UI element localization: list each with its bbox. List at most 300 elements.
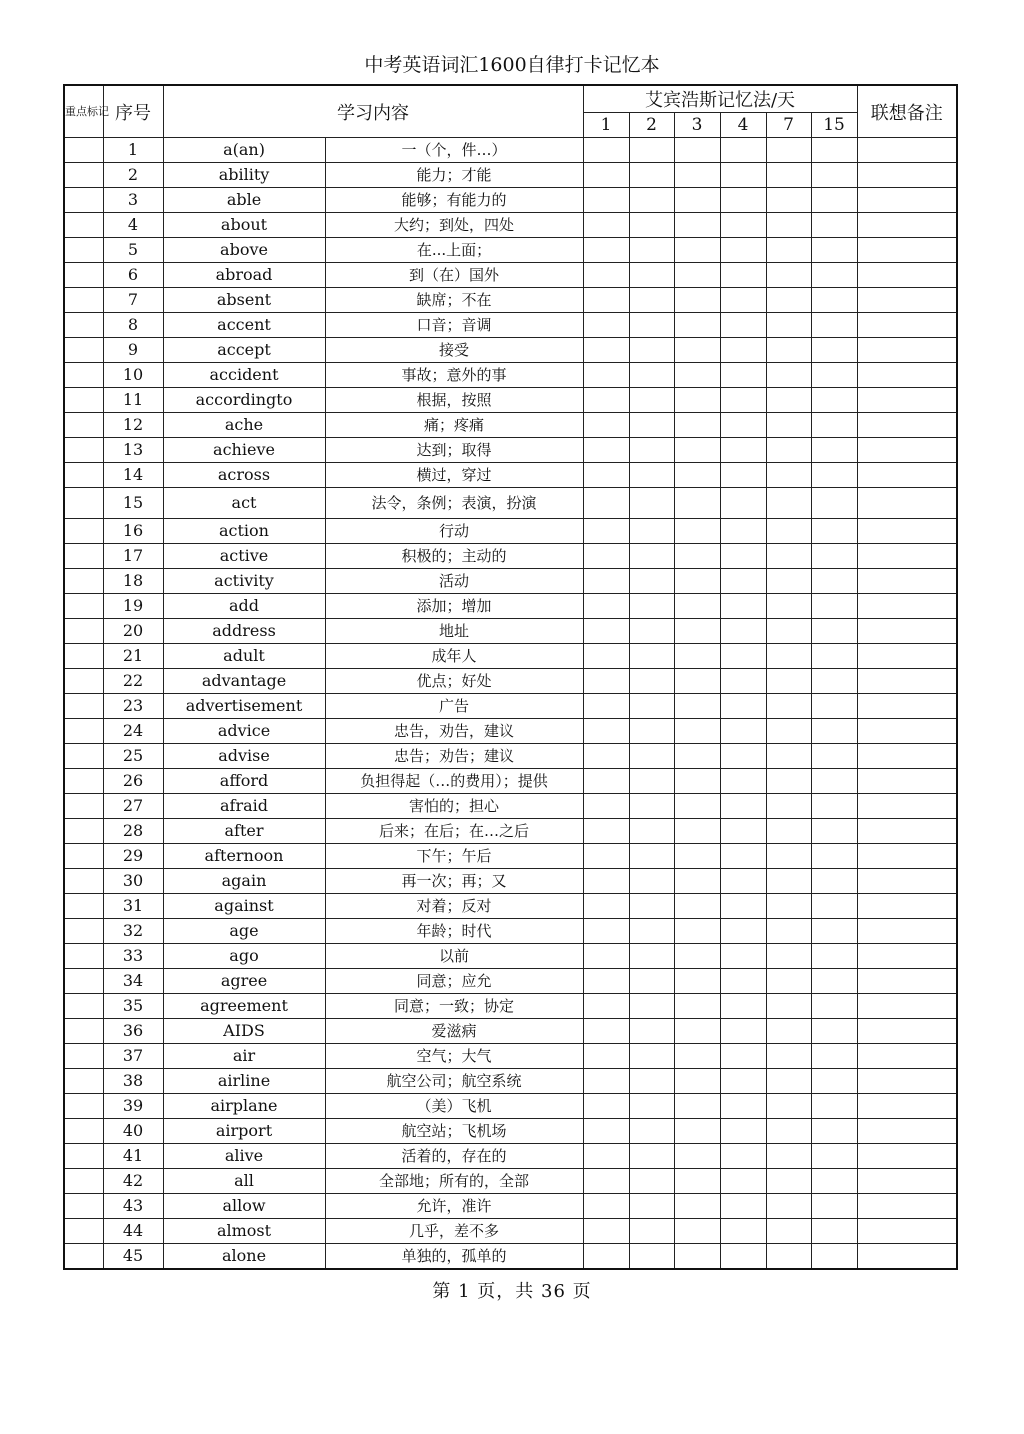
checkin-cell[interactable] — [629, 213, 674, 238]
checkin-cell[interactable] — [629, 363, 674, 388]
checkin-cell[interactable] — [674, 669, 720, 694]
checkin-cell[interactable] — [583, 794, 629, 819]
notes-cell[interactable] — [857, 438, 957, 463]
notes-cell[interactable] — [857, 188, 957, 213]
checkin-cell[interactable] — [720, 1044, 766, 1069]
checkin-cell[interactable] — [674, 338, 720, 363]
checkin-cell[interactable] — [583, 263, 629, 288]
mark-cell[interactable] — [64, 188, 103, 213]
checkin-cell[interactable] — [674, 213, 720, 238]
checkin-cell[interactable] — [811, 919, 857, 944]
checkin-cell[interactable] — [629, 944, 674, 969]
checkin-cell[interactable] — [629, 844, 674, 869]
checkin-cell[interactable] — [720, 594, 766, 619]
checkin-cell[interactable] — [720, 138, 766, 163]
checkin-cell[interactable] — [766, 138, 811, 163]
checkin-cell[interactable] — [674, 944, 720, 969]
checkin-cell[interactable] — [629, 1169, 674, 1194]
notes-cell[interactable] — [857, 163, 957, 188]
mark-cell[interactable] — [64, 438, 103, 463]
mark-cell[interactable] — [64, 1094, 103, 1119]
notes-cell[interactable] — [857, 769, 957, 794]
checkin-cell[interactable] — [629, 694, 674, 719]
notes-cell[interactable] — [857, 263, 957, 288]
checkin-cell[interactable] — [629, 819, 674, 844]
checkin-cell[interactable] — [811, 288, 857, 313]
checkin-cell[interactable] — [583, 1019, 629, 1044]
checkin-cell[interactable] — [583, 1094, 629, 1119]
checkin-cell[interactable] — [583, 894, 629, 919]
checkin-cell[interactable] — [720, 1144, 766, 1169]
checkin-cell[interactable] — [583, 544, 629, 569]
notes-cell[interactable] — [857, 488, 957, 519]
checkin-cell[interactable] — [811, 1094, 857, 1119]
checkin-cell[interactable] — [629, 1044, 674, 1069]
checkin-cell[interactable] — [629, 719, 674, 744]
notes-cell[interactable] — [857, 819, 957, 844]
notes-cell[interactable] — [857, 338, 957, 363]
checkin-cell[interactable] — [811, 388, 857, 413]
checkin-cell[interactable] — [720, 669, 766, 694]
checkin-cell[interactable] — [629, 869, 674, 894]
checkin-cell[interactable] — [629, 313, 674, 338]
checkin-cell[interactable] — [720, 719, 766, 744]
checkin-cell[interactable] — [766, 1144, 811, 1169]
checkin-cell[interactable] — [766, 338, 811, 363]
checkin-cell[interactable] — [811, 644, 857, 669]
notes-cell[interactable] — [857, 994, 957, 1019]
notes-cell[interactable] — [857, 388, 957, 413]
checkin-cell[interactable] — [766, 263, 811, 288]
checkin-cell[interactable] — [674, 619, 720, 644]
checkin-cell[interactable] — [674, 519, 720, 544]
checkin-cell[interactable] — [720, 794, 766, 819]
checkin-cell[interactable] — [766, 313, 811, 338]
checkin-cell[interactable] — [720, 263, 766, 288]
checkin-cell[interactable] — [583, 138, 629, 163]
checkin-cell[interactable] — [629, 519, 674, 544]
checkin-cell[interactable] — [766, 919, 811, 944]
checkin-cell[interactable] — [583, 969, 629, 994]
mark-cell[interactable] — [64, 138, 103, 163]
checkin-cell[interactable] — [811, 894, 857, 919]
mark-cell[interactable] — [64, 719, 103, 744]
notes-cell[interactable] — [857, 894, 957, 919]
notes-cell[interactable] — [857, 463, 957, 488]
checkin-cell[interactable] — [583, 313, 629, 338]
checkin-cell[interactable] — [811, 413, 857, 438]
checkin-cell[interactable] — [720, 288, 766, 313]
checkin-cell[interactable] — [674, 569, 720, 594]
mark-cell[interactable] — [64, 669, 103, 694]
notes-cell[interactable] — [857, 944, 957, 969]
checkin-cell[interactable] — [811, 363, 857, 388]
checkin-cell[interactable] — [583, 769, 629, 794]
checkin-cell[interactable] — [766, 569, 811, 594]
checkin-cell[interactable] — [766, 388, 811, 413]
checkin-cell[interactable] — [720, 338, 766, 363]
checkin-cell[interactable] — [811, 794, 857, 819]
checkin-cell[interactable] — [766, 994, 811, 1019]
notes-cell[interactable] — [857, 569, 957, 594]
checkin-cell[interactable] — [811, 1044, 857, 1069]
checkin-cell[interactable] — [583, 1044, 629, 1069]
notes-cell[interactable] — [857, 669, 957, 694]
checkin-cell[interactable] — [583, 338, 629, 363]
mark-cell[interactable] — [64, 1244, 103, 1270]
mark-cell[interactable] — [64, 363, 103, 388]
checkin-cell[interactable] — [583, 363, 629, 388]
checkin-cell[interactable] — [811, 844, 857, 869]
notes-cell[interactable] — [857, 1044, 957, 1069]
notes-cell[interactable] — [857, 969, 957, 994]
checkin-cell[interactable] — [629, 1069, 674, 1094]
notes-cell[interactable] — [857, 719, 957, 744]
notes-cell[interactable] — [857, 794, 957, 819]
checkin-cell[interactable] — [674, 644, 720, 669]
checkin-cell[interactable] — [720, 769, 766, 794]
mark-cell[interactable] — [64, 819, 103, 844]
checkin-cell[interactable] — [766, 744, 811, 769]
checkin-cell[interactable] — [811, 669, 857, 694]
notes-cell[interactable] — [857, 363, 957, 388]
checkin-cell[interactable] — [674, 1019, 720, 1044]
notes-cell[interactable] — [857, 1094, 957, 1119]
checkin-cell[interactable] — [766, 488, 811, 519]
checkin-cell[interactable] — [583, 1119, 629, 1144]
checkin-cell[interactable] — [811, 463, 857, 488]
mark-cell[interactable] — [64, 313, 103, 338]
checkin-cell[interactable] — [720, 1119, 766, 1144]
checkin-cell[interactable] — [811, 1244, 857, 1270]
notes-cell[interactable] — [857, 1219, 957, 1244]
checkin-cell[interactable] — [766, 363, 811, 388]
checkin-cell[interactable] — [583, 213, 629, 238]
checkin-cell[interactable] — [811, 338, 857, 363]
checkin-cell[interactable] — [674, 313, 720, 338]
checkin-cell[interactable] — [766, 769, 811, 794]
mark-cell[interactable] — [64, 769, 103, 794]
mark-cell[interactable] — [64, 1169, 103, 1194]
checkin-cell[interactable] — [629, 463, 674, 488]
checkin-cell[interactable] — [674, 969, 720, 994]
checkin-cell[interactable] — [720, 413, 766, 438]
notes-cell[interactable] — [857, 213, 957, 238]
checkin-cell[interactable] — [811, 744, 857, 769]
checkin-cell[interactable] — [674, 238, 720, 263]
checkin-cell[interactable] — [811, 213, 857, 238]
checkin-cell[interactable] — [583, 644, 629, 669]
checkin-cell[interactable] — [583, 1194, 629, 1219]
checkin-cell[interactable] — [766, 844, 811, 869]
checkin-cell[interactable] — [583, 1169, 629, 1194]
checkin-cell[interactable] — [583, 719, 629, 744]
checkin-cell[interactable] — [766, 288, 811, 313]
checkin-cell[interactable] — [811, 569, 857, 594]
mark-cell[interactable] — [64, 894, 103, 919]
checkin-cell[interactable] — [674, 463, 720, 488]
checkin-cell[interactable] — [766, 463, 811, 488]
checkin-cell[interactable] — [720, 544, 766, 569]
checkin-cell[interactable] — [720, 969, 766, 994]
notes-cell[interactable] — [857, 1069, 957, 1094]
checkin-cell[interactable] — [720, 694, 766, 719]
checkin-cell[interactable] — [583, 288, 629, 313]
checkin-cell[interactable] — [766, 438, 811, 463]
checkin-cell[interactable] — [766, 894, 811, 919]
checkin-cell[interactable] — [674, 544, 720, 569]
checkin-cell[interactable] — [583, 744, 629, 769]
checkin-cell[interactable] — [629, 769, 674, 794]
notes-cell[interactable] — [857, 1169, 957, 1194]
checkin-cell[interactable] — [674, 844, 720, 869]
mark-cell[interactable] — [64, 644, 103, 669]
checkin-cell[interactable] — [811, 1144, 857, 1169]
checkin-cell[interactable] — [720, 844, 766, 869]
checkin-cell[interactable] — [720, 313, 766, 338]
checkin-cell[interactable] — [583, 844, 629, 869]
mark-cell[interactable] — [64, 1194, 103, 1219]
notes-cell[interactable] — [857, 313, 957, 338]
checkin-cell[interactable] — [720, 163, 766, 188]
checkin-cell[interactable] — [629, 1094, 674, 1119]
checkin-cell[interactable] — [674, 1219, 720, 1244]
checkin-cell[interactable] — [583, 463, 629, 488]
notes-cell[interactable] — [857, 413, 957, 438]
checkin-cell[interactable] — [766, 1244, 811, 1270]
checkin-cell[interactable] — [720, 619, 766, 644]
checkin-cell[interactable] — [720, 994, 766, 1019]
checkin-cell[interactable] — [766, 819, 811, 844]
checkin-cell[interactable] — [674, 1094, 720, 1119]
checkin-cell[interactable] — [766, 969, 811, 994]
checkin-cell[interactable] — [811, 1194, 857, 1219]
mark-cell[interactable] — [64, 288, 103, 313]
mark-cell[interactable] — [64, 869, 103, 894]
checkin-cell[interactable] — [629, 644, 674, 669]
checkin-cell[interactable] — [674, 413, 720, 438]
notes-cell[interactable] — [857, 744, 957, 769]
checkin-cell[interactable] — [629, 288, 674, 313]
checkin-cell[interactable] — [766, 519, 811, 544]
mark-cell[interactable] — [64, 544, 103, 569]
mark-cell[interactable] — [64, 238, 103, 263]
checkin-cell[interactable] — [674, 488, 720, 519]
checkin-cell[interactable] — [720, 388, 766, 413]
checkin-cell[interactable] — [766, 238, 811, 263]
mark-cell[interactable] — [64, 338, 103, 363]
checkin-cell[interactable] — [811, 594, 857, 619]
mark-cell[interactable] — [64, 519, 103, 544]
checkin-cell[interactable] — [811, 263, 857, 288]
checkin-cell[interactable] — [629, 1144, 674, 1169]
checkin-cell[interactable] — [766, 163, 811, 188]
checkin-cell[interactable] — [629, 388, 674, 413]
checkin-cell[interactable] — [811, 544, 857, 569]
checkin-cell[interactable] — [766, 1019, 811, 1044]
notes-cell[interactable] — [857, 1244, 957, 1270]
checkin-cell[interactable] — [674, 769, 720, 794]
mark-cell[interactable] — [64, 744, 103, 769]
checkin-cell[interactable] — [720, 188, 766, 213]
checkin-cell[interactable] — [720, 463, 766, 488]
mark-cell[interactable] — [64, 919, 103, 944]
checkin-cell[interactable] — [583, 944, 629, 969]
checkin-cell[interactable] — [766, 544, 811, 569]
checkin-cell[interactable] — [766, 644, 811, 669]
checkin-cell[interactable] — [811, 1119, 857, 1144]
checkin-cell[interactable] — [720, 744, 766, 769]
notes-cell[interactable] — [857, 919, 957, 944]
checkin-cell[interactable] — [629, 994, 674, 1019]
notes-cell[interactable] — [857, 594, 957, 619]
mark-cell[interactable] — [64, 1119, 103, 1144]
checkin-cell[interactable] — [629, 969, 674, 994]
checkin-cell[interactable] — [583, 619, 629, 644]
checkin-cell[interactable] — [674, 1044, 720, 1069]
mark-cell[interactable] — [64, 413, 103, 438]
checkin-cell[interactable] — [583, 188, 629, 213]
checkin-cell[interactable] — [674, 794, 720, 819]
checkin-cell[interactable] — [629, 413, 674, 438]
checkin-cell[interactable] — [583, 1219, 629, 1244]
mark-cell[interactable] — [64, 213, 103, 238]
checkin-cell[interactable] — [720, 488, 766, 519]
notes-cell[interactable] — [857, 1019, 957, 1044]
checkin-cell[interactable] — [583, 569, 629, 594]
checkin-cell[interactable] — [766, 1219, 811, 1244]
checkin-cell[interactable] — [674, 263, 720, 288]
checkin-cell[interactable] — [674, 1144, 720, 1169]
checkin-cell[interactable] — [766, 944, 811, 969]
checkin-cell[interactable] — [811, 1219, 857, 1244]
checkin-cell[interactable] — [720, 1069, 766, 1094]
mark-cell[interactable] — [64, 388, 103, 413]
checkin-cell[interactable] — [766, 188, 811, 213]
checkin-cell[interactable] — [674, 1169, 720, 1194]
checkin-cell[interactable] — [629, 894, 674, 919]
checkin-cell[interactable] — [629, 488, 674, 519]
checkin-cell[interactable] — [583, 1244, 629, 1270]
checkin-cell[interactable] — [674, 188, 720, 213]
checkin-cell[interactable] — [674, 869, 720, 894]
checkin-cell[interactable] — [766, 594, 811, 619]
checkin-cell[interactable] — [629, 438, 674, 463]
checkin-cell[interactable] — [674, 288, 720, 313]
notes-cell[interactable] — [857, 238, 957, 263]
notes-cell[interactable] — [857, 869, 957, 894]
mark-cell[interactable] — [64, 794, 103, 819]
checkin-cell[interactable] — [811, 869, 857, 894]
mark-cell[interactable] — [64, 844, 103, 869]
mark-cell[interactable] — [64, 1019, 103, 1044]
checkin-cell[interactable] — [629, 163, 674, 188]
mark-cell[interactable] — [64, 994, 103, 1019]
checkin-cell[interactable] — [629, 794, 674, 819]
checkin-cell[interactable] — [811, 1169, 857, 1194]
checkin-cell[interactable] — [629, 238, 674, 263]
checkin-cell[interactable] — [811, 819, 857, 844]
checkin-cell[interactable] — [674, 138, 720, 163]
notes-cell[interactable] — [857, 694, 957, 719]
checkin-cell[interactable] — [811, 163, 857, 188]
checkin-cell[interactable] — [629, 569, 674, 594]
checkin-cell[interactable] — [674, 363, 720, 388]
checkin-cell[interactable] — [766, 694, 811, 719]
checkin-cell[interactable] — [629, 1219, 674, 1244]
checkin-cell[interactable] — [720, 519, 766, 544]
checkin-cell[interactable] — [766, 619, 811, 644]
mark-cell[interactable] — [64, 694, 103, 719]
checkin-cell[interactable] — [674, 694, 720, 719]
checkin-cell[interactable] — [583, 163, 629, 188]
mark-cell[interactable] — [64, 619, 103, 644]
checkin-cell[interactable] — [674, 594, 720, 619]
checkin-cell[interactable] — [629, 1019, 674, 1044]
checkin-cell[interactable] — [629, 1194, 674, 1219]
checkin-cell[interactable] — [583, 519, 629, 544]
mark-cell[interactable] — [64, 463, 103, 488]
mark-cell[interactable] — [64, 1069, 103, 1094]
checkin-cell[interactable] — [583, 994, 629, 1019]
checkin-cell[interactable] — [629, 1244, 674, 1270]
checkin-cell[interactable] — [720, 569, 766, 594]
checkin-cell[interactable] — [674, 744, 720, 769]
checkin-cell[interactable] — [811, 969, 857, 994]
checkin-cell[interactable] — [720, 819, 766, 844]
checkin-cell[interactable] — [766, 213, 811, 238]
mark-cell[interactable] — [64, 1044, 103, 1069]
checkin-cell[interactable] — [766, 719, 811, 744]
checkin-cell[interactable] — [629, 594, 674, 619]
checkin-cell[interactable] — [766, 1194, 811, 1219]
mark-cell[interactable] — [64, 969, 103, 994]
notes-cell[interactable] — [857, 519, 957, 544]
checkin-cell[interactable] — [720, 894, 766, 919]
checkin-cell[interactable] — [720, 919, 766, 944]
checkin-cell[interactable] — [720, 1219, 766, 1244]
mark-cell[interactable] — [64, 569, 103, 594]
mark-cell[interactable] — [64, 263, 103, 288]
checkin-cell[interactable] — [720, 363, 766, 388]
checkin-cell[interactable] — [720, 1019, 766, 1044]
checkin-cell[interactable] — [674, 719, 720, 744]
checkin-cell[interactable] — [720, 1194, 766, 1219]
checkin-cell[interactable] — [674, 438, 720, 463]
notes-cell[interactable] — [857, 619, 957, 644]
checkin-cell[interactable] — [811, 1019, 857, 1044]
checkin-cell[interactable] — [674, 163, 720, 188]
notes-cell[interactable] — [857, 844, 957, 869]
notes-cell[interactable] — [857, 1194, 957, 1219]
checkin-cell[interactable] — [720, 1094, 766, 1119]
checkin-cell[interactable] — [811, 313, 857, 338]
checkin-cell[interactable] — [811, 138, 857, 163]
checkin-cell[interactable] — [811, 719, 857, 744]
checkin-cell[interactable] — [674, 1244, 720, 1270]
checkin-cell[interactable] — [629, 919, 674, 944]
notes-cell[interactable] — [857, 544, 957, 569]
checkin-cell[interactable] — [811, 994, 857, 1019]
checkin-cell[interactable] — [629, 263, 674, 288]
mark-cell[interactable] — [64, 163, 103, 188]
checkin-cell[interactable] — [583, 488, 629, 519]
checkin-cell[interactable] — [811, 238, 857, 263]
notes-cell[interactable] — [857, 644, 957, 669]
checkin-cell[interactable] — [720, 1169, 766, 1194]
checkin-cell[interactable] — [583, 413, 629, 438]
checkin-cell[interactable] — [629, 619, 674, 644]
